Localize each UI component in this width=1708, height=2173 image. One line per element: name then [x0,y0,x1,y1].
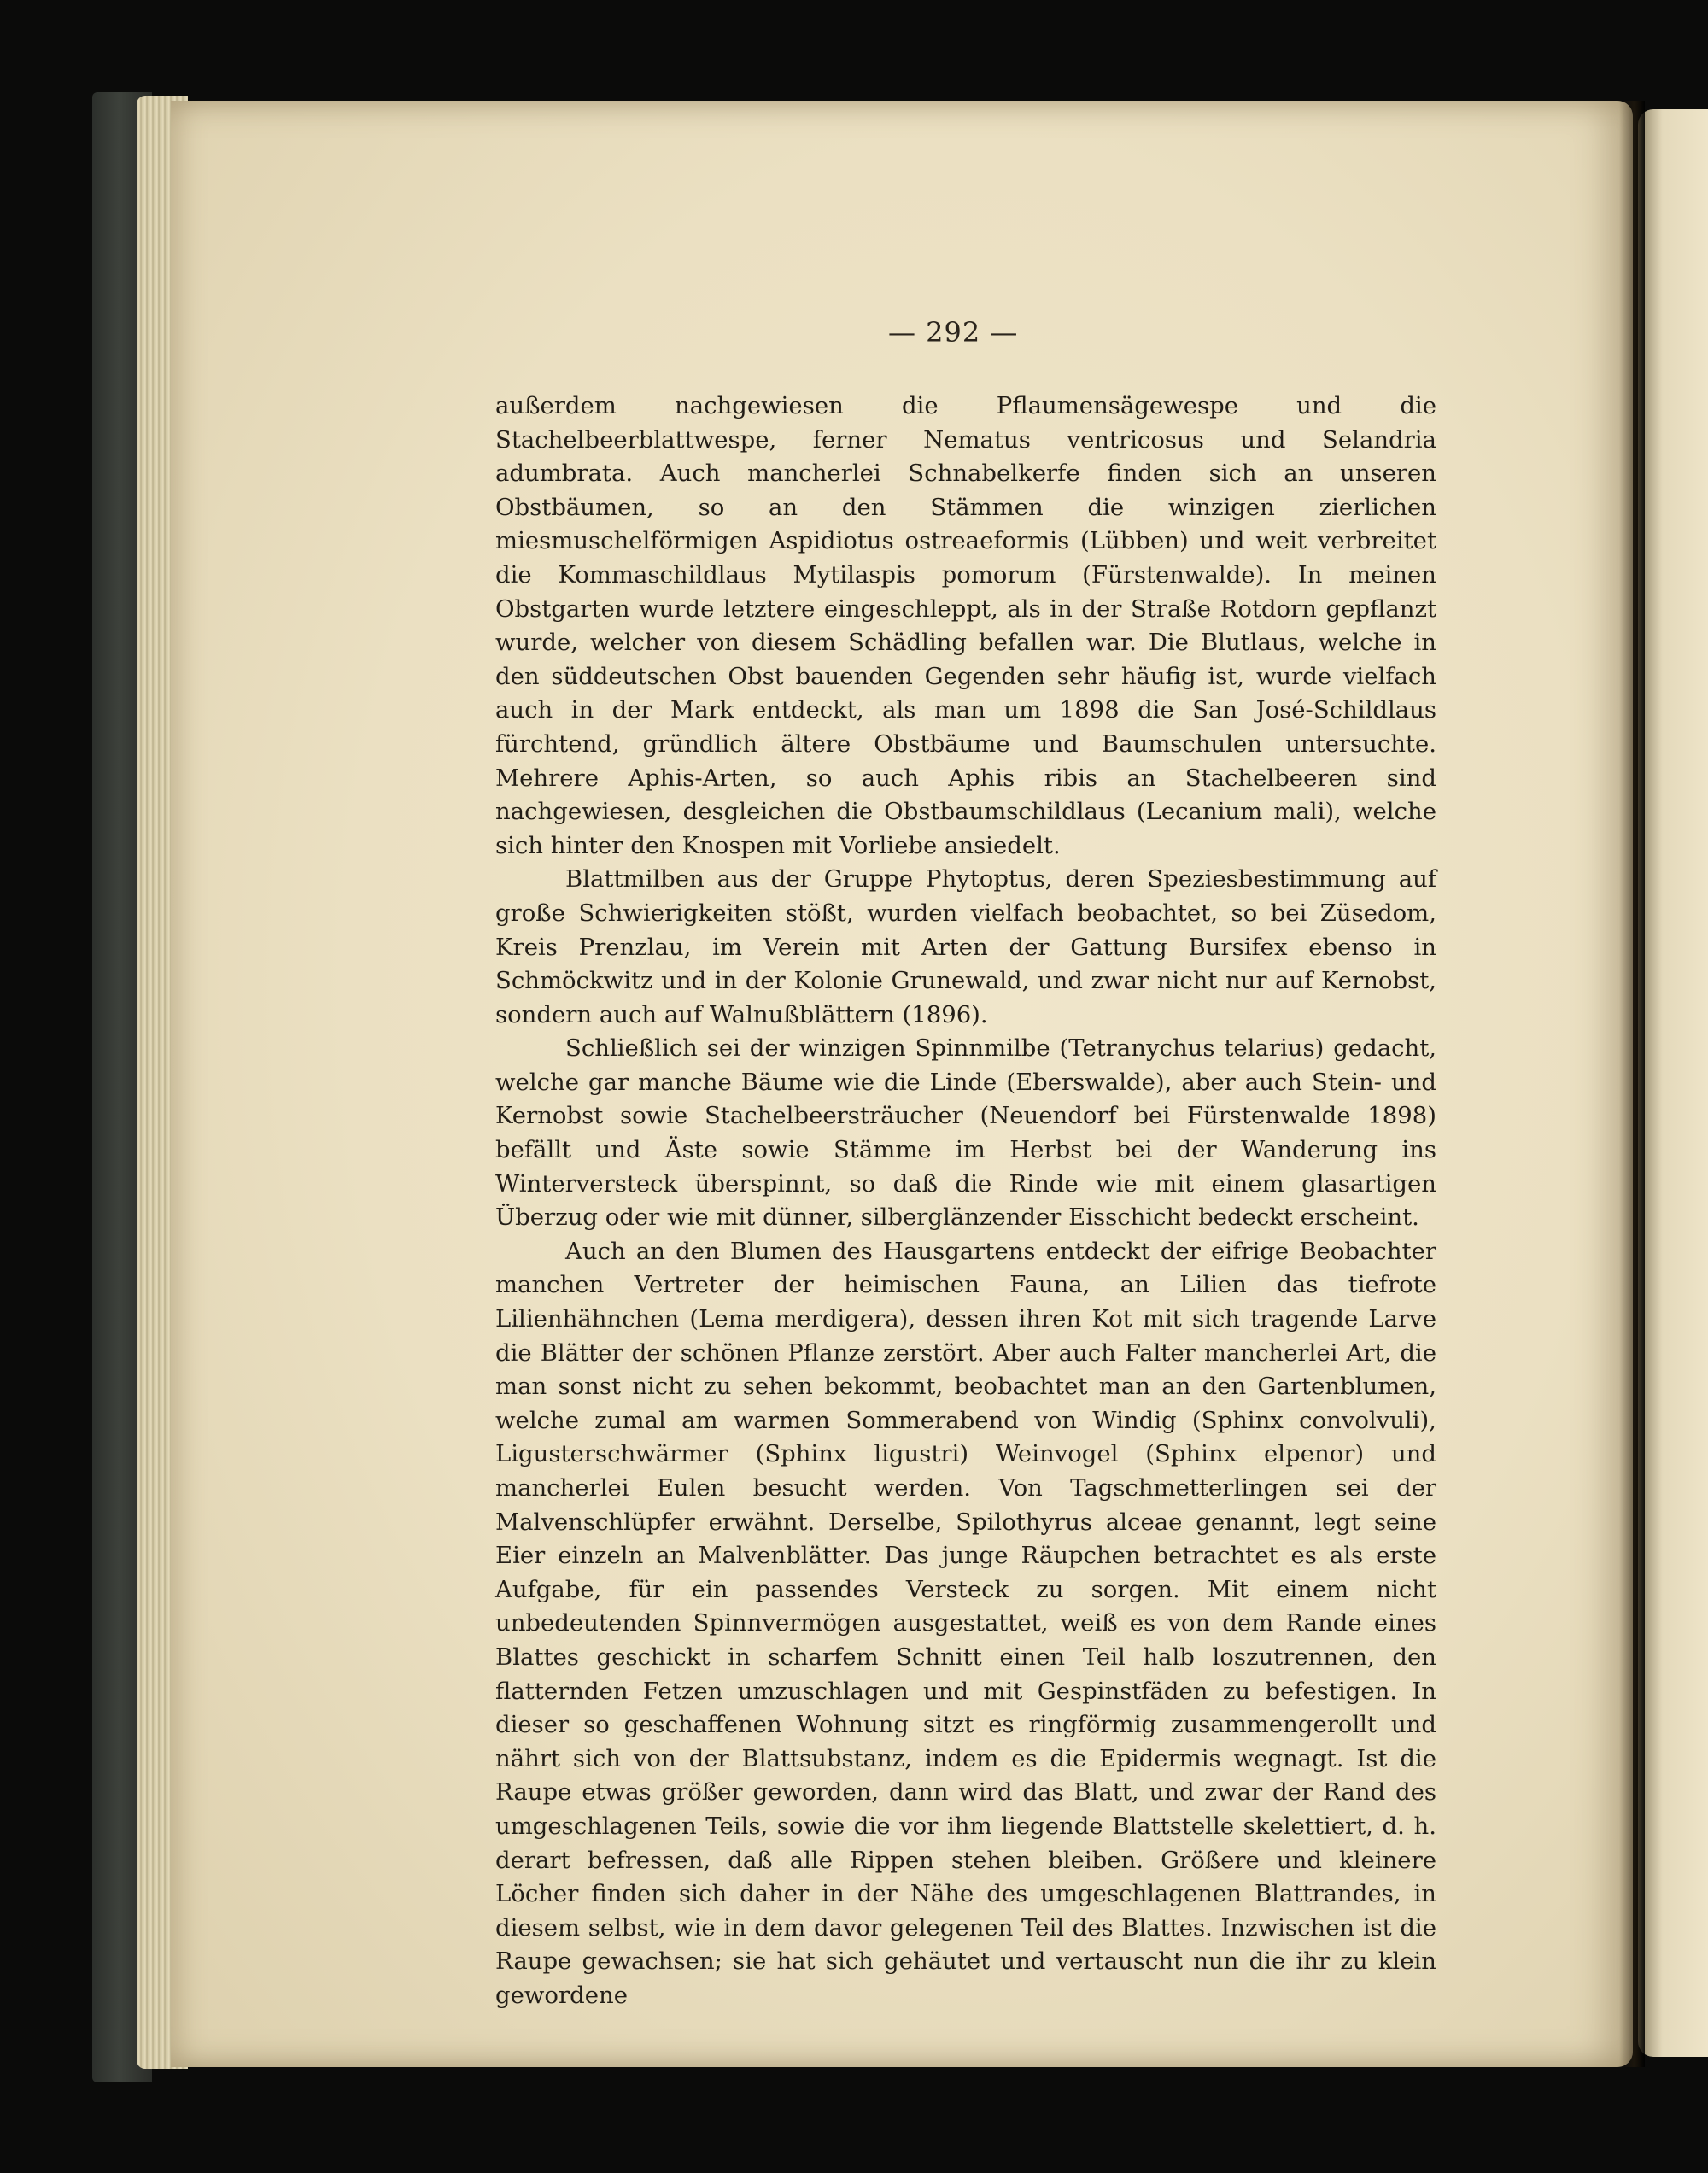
body-text [495,390,1436,2013]
paragraph-1: außerdem nachgewiesen die Pflaumensägewespe und die Stachelbeerblattwespe, ferner Nematus ventricosus und Selandria adumbrata. Auch mancherlei Schnabelkerfe finden sich an unseren Obstbäumen, so an den Stämmen die winzigen zierlichen miesmuschelförmigen Aspidiotus ostreaeformis (Lübben) und weit verbreitet die Kommaschildlaus Mytilaspis pomorum (Fürstenwalde). In meinen Obstgarten wurde letztere eingeschleppt, als in der Straße Rotdorn gepflanzt wurde, welcher von diesem Schädling befallen war. Die Blutlaus, welche in den süddeutschen Obst bauenden Gegenden sehr häufig ist, wurde vielfach auch in der Mark entdeckt, als man um 1898 die San José-Schildlaus fürchtend, gründlich ältere Obstbäume und Baumschulen untersuchte. Mehrere Aphis-Arten, so auch Aphis ribis an Stachelbeeren sind nachgewiesen, desgleichen die Obstbaumschildlaus (Lecanium mali), welche sich hinter den Knospen mit Vorliebe ansiedelt. [495,392,1436,859]
paragraph-2: Blattmilben aus der Gruppe Phytoptus, deren Speziesbestimmung auf große Schwierigkeiten stößt, wurden vielfach beobachtet, so bei Züsedom, Kreis Prenzlau, im Verein mit Arten der Gattung Bursifex ebenso in Schmöckwitz und in der Kolonie Grunewald, und zwar nicht nur auf Kernobst, sondern auch auf Walnußblättern (1896). [495,865,1436,1028]
book-gutter [1619,101,1645,2067]
facing-page [1638,109,1708,2057]
paragraph-3: Schließlich sei der winzigen Spinnmilbe (Tetranychus telarius) gedacht, welche gar manche Bäume wie die Linde (Eberswalde), aber auch Stein- und Kernobst sowie Stachelbeersträucher (Neuendorf bei Fürstenwalde 1898) befällt und Äste sowie Stämme im Herbst bei der Wanderung ins Winterversteck überspinnt, so daß die Rinde wie mit einem glasartigen Überzug oder wie mit dünner, silberglänzender Eisschicht bedeckt erscheint. [495,1034,1436,1232]
page-number: — 292 — [888,316,1019,348]
paragraph-4: Auch an den Blumen des Hausgartens entdeckt der eifrige Beobachter manchen Vertreter der heimischen Fauna, an Lilien das tiefrote Lilienhähnchen (Lema merdigera), dessen ihren Kot mit sich tragende Larve die Blätter der schönen Pflanze zerstört. Aber auch Falter mancherlei Art, die man sonst nicht zu sehen bekommt, beobachtet man an den Gartenblumen, welche zumal am warmen Sommerabend von Windig (Sphinx convolvuli), Ligusterschwärmer (Sphinx ligustri) Weinvogel (Sphinx elpenor) und mancherlei Eulen besucht werden. Von Tagschmetterlingen sei der Malvenschlüpfer erwähnt. Derselbe, Spilothyrus alceae genannt, legt seine Eier einzeln an Malvenblätter. Das junge Räupchen betrachtet es als erste Aufgabe, für ein passendes Versteck zu sorgen. Mit einem nicht unbedeutenden Spinnvermögen ausgestattet, weiß es von dem Rande eines Blattes geschickt in scharfem Schnitt einen Teil halb loszutrennen, den flatternden Fetzen umzuschlagen und mit Gespinstfäden zu befestigen. In dieser so geschaffenen Wohnung sitzt es ringförmig zusammengerollt und nährt sich von der Blattsubstanz, indem es die Epidermis wegnagt. Ist die Raupe etwas größer geworden, dann wird das Blatt, und zwar der Rand des umgeschlagenen Teils, sowie die vor ihm liegende Blattstelle skelettiert, d. h. derart befressen, daß alle Rippen stehen bleiben. Größere und kleinere Löcher finden sich daher in der Nähe des umgeschlagenen Blattrandes, in diesem selbst, wie in dem davor gelegenen Teil des Blattes. Inzwischen ist die Raupe gewachsen; sie hat sich gehäutet und vertauscht nun die ihr zu klein gewordene [495,1237,1436,2009]
